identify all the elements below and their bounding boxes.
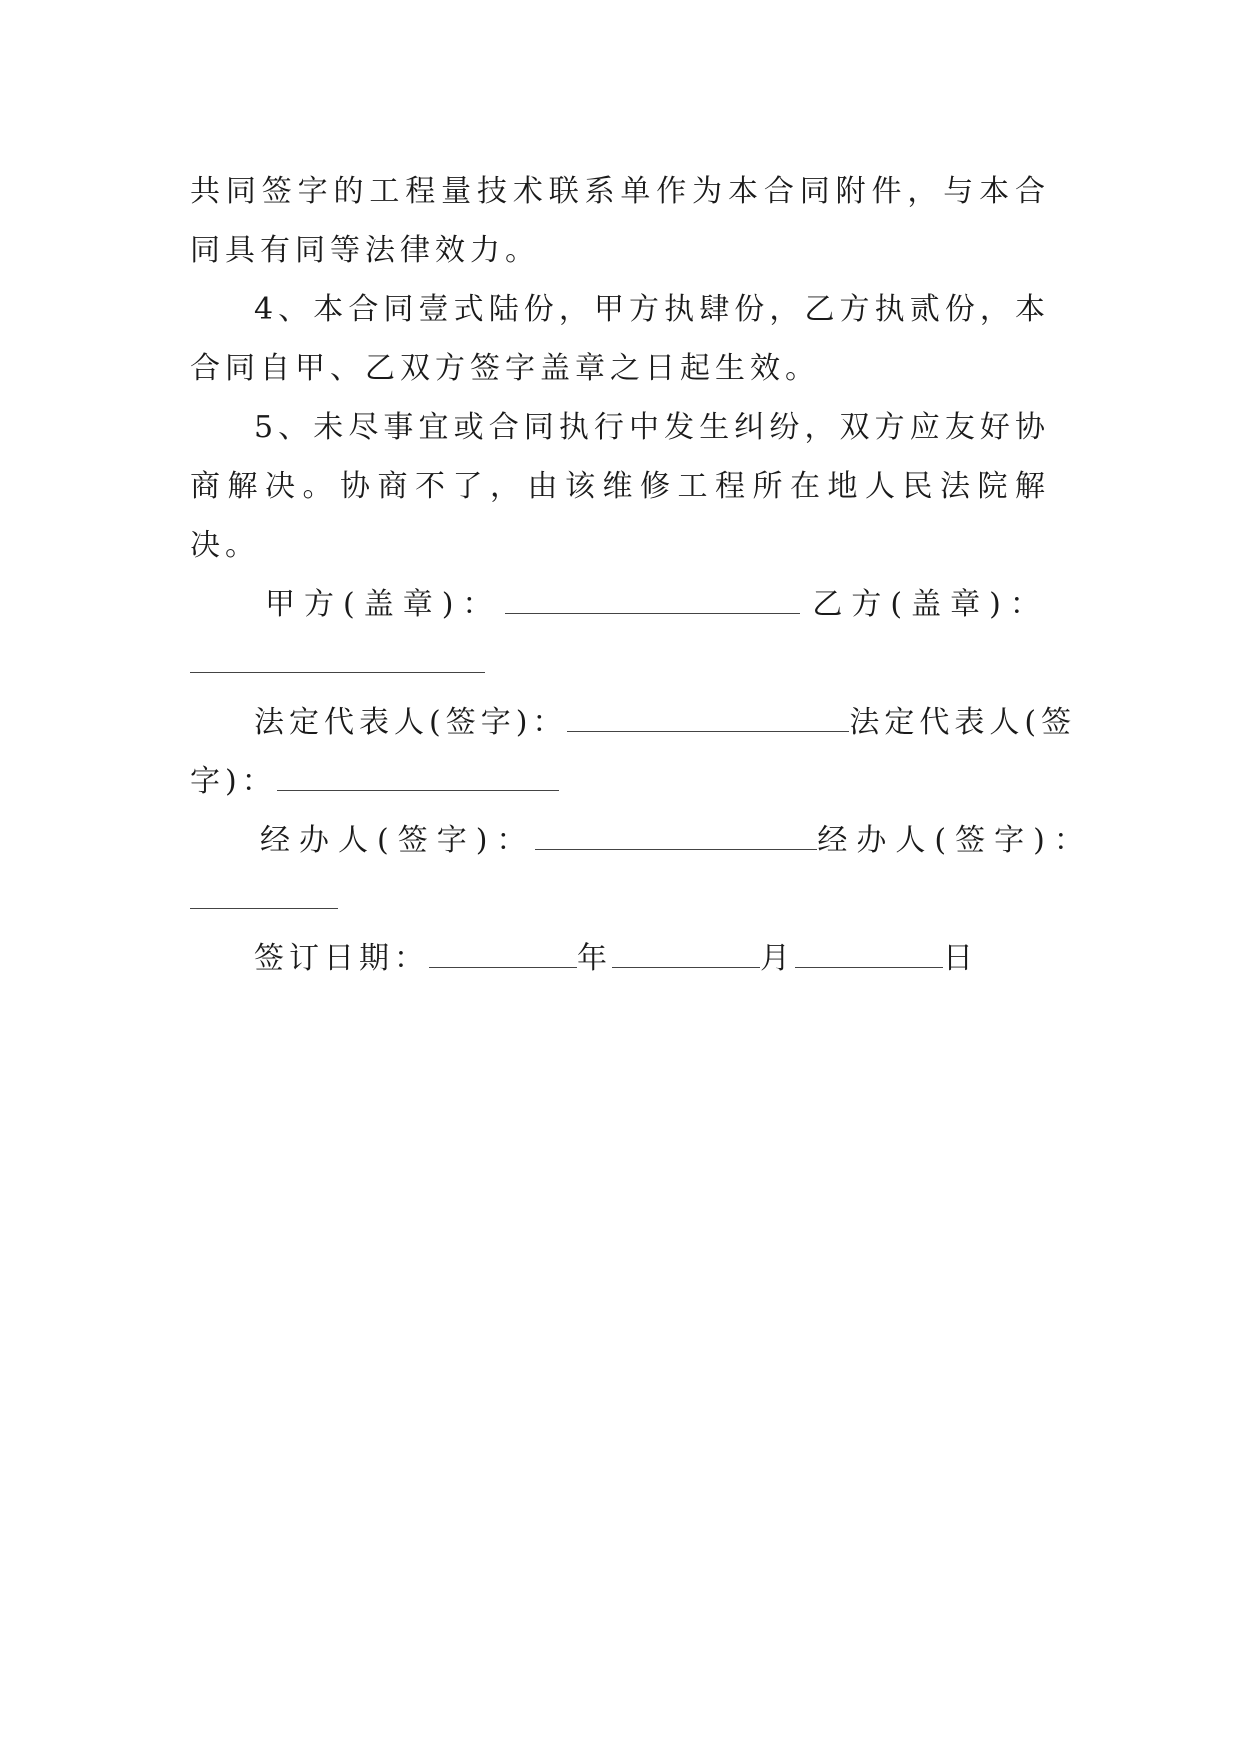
day-label: 日	[943, 941, 978, 976]
year-blank[interactable]	[429, 945, 577, 968]
paragraph-copies: 4、本合同壹式陆份，甲方执肆份，乙方执贰份，本合同自甲、乙双方签字盖章之日起生效。	[190, 292, 1050, 386]
paragraph-annex: 共同签字的工程量技术联系单作为本合同附件，与本合同具有同等法律效力。	[190, 174, 1050, 268]
handler-b-blank[interactable]	[190, 886, 338, 909]
day-blank[interactable]	[795, 945, 943, 968]
month-label: 月	[760, 941, 795, 976]
legal-rep-b-label-cont: 字)：	[190, 764, 277, 799]
year-label: 年	[577, 941, 612, 976]
party-a-seal-label: 甲方(盖章)：	[265, 587, 502, 622]
legal-rep-a-label: 法定代表人(签字)：	[254, 705, 568, 740]
handler-a-label: 经办人(签字)：	[260, 823, 536, 858]
handler-b-label: 经办人(签字)：	[817, 823, 1093, 858]
party-seal-line	[190, 575, 1050, 634]
paragraph-disputes: 5、未尽事宜或合同执行中发生纠纷，双方应友好协商解决。协商不了，由该维修工程所在地人民法院解决。	[190, 410, 1050, 563]
legal-rep-line	[190, 693, 1077, 752]
legal-rep-a-blank[interactable]	[567, 709, 849, 732]
sign-date-line	[190, 929, 1050, 988]
party-b-seal-blank[interactable]	[190, 650, 485, 673]
handler-b-line	[190, 870, 1050, 929]
month-blank[interactable]	[612, 945, 760, 968]
party-b-seal-label: 乙方(盖章)：	[812, 587, 1049, 622]
sign-date-label: 签订日期：	[254, 941, 429, 976]
legal-rep-b-line	[190, 752, 1050, 811]
handler-a-blank[interactable]	[535, 827, 817, 850]
legal-rep-b-blank[interactable]	[277, 768, 559, 791]
legal-rep-b-label: 法定代表人(签	[849, 705, 1077, 740]
handler-line	[190, 811, 1093, 870]
contract-body	[190, 162, 1093, 988]
party-a-seal-blank[interactable]	[505, 591, 800, 614]
party-b-seal-line	[190, 634, 1050, 693]
